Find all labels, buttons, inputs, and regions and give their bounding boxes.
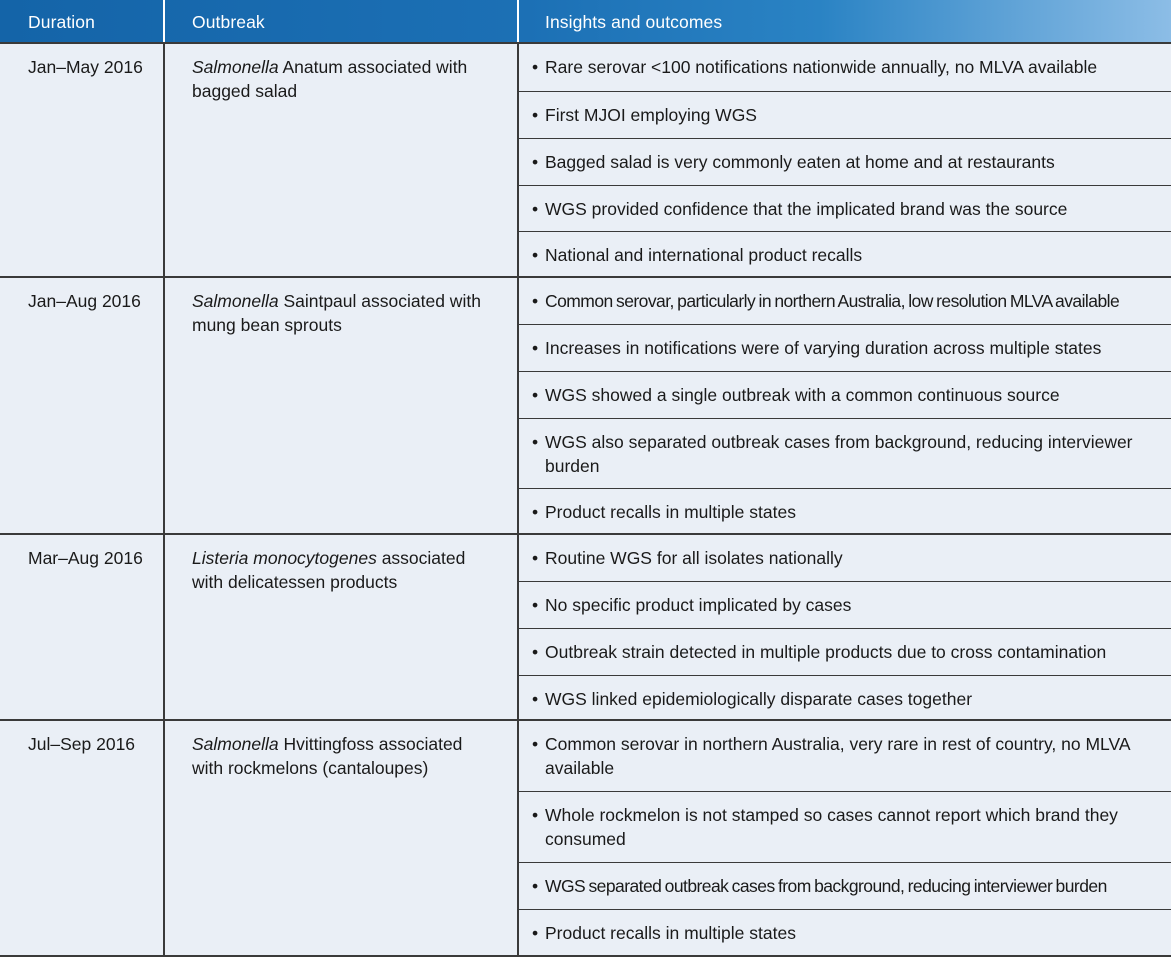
insight-text: WGS separated outbreak cases from background, reducing interviewer burden	[545, 876, 1107, 896]
header-divider	[163, 0, 165, 42]
insight-cell: • National and international product recalls	[519, 231, 1171, 276]
insight-cell: • WGS also separated outbreak cases from background, reducing interviewer burden	[519, 418, 1171, 488]
table-row	[0, 276, 1171, 533]
insight-cell: • Increases in notifications were of varying duration across multiple states	[519, 324, 1171, 371]
outbreak-description: Anatum associated with bagged salad	[192, 57, 468, 101]
header-outbreak: Outbreak	[192, 12, 265, 32]
insight-cell: • Product recalls in multiple states	[519, 488, 1171, 533]
header-insights: Insights and outcomes	[545, 12, 723, 32]
insight-cell: • Routine WGS for all isolates nationally	[532, 548, 843, 568]
duration-cell: Jul–Sep 2016	[28, 734, 136, 754]
insight-cell: • Outbreak strain detected in multiple products due to cross contamination	[519, 628, 1171, 675]
insight-cell: • WGS showed a single outbreak with a common continuous source	[519, 371, 1171, 418]
insight-text: Outbreak strain detected in multiple products due to cross contamination	[545, 642, 1107, 662]
outbreak-description: Saintpaul associated with mung bean sprouts	[192, 291, 481, 335]
outbreak-description: associated with delicatessen products	[192, 548, 466, 592]
header-divider	[517, 0, 519, 42]
insight-text: Bagged salad is very commonly eaten at home and at restaurants	[545, 152, 1055, 172]
insight-cell: • WGS linked epidemiologically disparate cases together	[519, 675, 1171, 719]
table-row	[0, 719, 1171, 956]
organism-name: Salmonella	[192, 291, 279, 311]
table-row	[0, 533, 1171, 719]
table-bottom-border	[0, 955, 1171, 957]
insight-cell: • Rare serovar <100 notifications nationwide annually, no MLVA available	[532, 57, 1098, 77]
insight-cell: • No specific product implicated by cases	[519, 581, 1171, 628]
insight-text: Product recalls in multiple states	[545, 502, 796, 522]
outbreak-cell	[192, 732, 492, 780]
insight-cell: • Whole rockmelon is not stamped so cases cannot report which brand they consumed	[519, 791, 1171, 862]
insight-text: Product recalls in multiple states	[545, 923, 796, 943]
insight-text: Increases in notifications were of varying duration across multiple states	[545, 338, 1102, 358]
insight-text: Common serovar, particularly in northern Australia, low resolution MLVA available	[545, 291, 1120, 311]
insight-text: No specific product implicated by cases	[545, 595, 852, 615]
organism-name: Salmonella	[192, 57, 279, 77]
header-duration: Duration	[28, 12, 95, 32]
outbreak-cell	[192, 55, 492, 103]
insight-text: Rare serovar <100 notifications nationwide annually, no MLVA available	[545, 57, 1098, 77]
insight-text: Routine WGS for all isolates nationally	[545, 548, 843, 568]
insight-cell: • WGS separated outbreak cases from background, reducing interviewer burden	[519, 862, 1171, 909]
insight-text: WGS showed a single outbreak with a common continuous source	[545, 385, 1060, 405]
insight-text: WGS also separated outbreak cases from background, reducing interviewer burden	[545, 432, 1133, 476]
insight-cell: • First MJOI employing WGS	[519, 91, 1171, 138]
table-header	[0, 0, 1171, 42]
duration-cell: Mar–Aug 2016	[28, 548, 143, 568]
insight-text: First MJOI employing WGS	[545, 105, 757, 125]
table-row	[0, 42, 1171, 276]
insight-cell: • WGS provided confidence that the implicated brand was the source	[519, 185, 1171, 231]
organism-name: Listeria monocytogenes	[192, 548, 377, 568]
insight-text: WGS linked epidemiologically disparate cases together	[545, 689, 973, 709]
outbreak-cell	[192, 289, 492, 337]
insight-text: National and international product recalls	[545, 245, 863, 265]
column-divider	[517, 42, 519, 956]
outbreak-description: Hvittingfoss associated with rockmelons (cantaloupes)	[192, 734, 463, 778]
insight-cell: • Common serovar in northern Australia, very rare in rest of country, no MLVA available	[532, 734, 1130, 778]
insight-text: Common serovar in northern Australia, very rare in rest of country, no MLVA available	[545, 734, 1130, 778]
duration-cell: Jan–May 2016	[28, 57, 143, 77]
insight-cell: • Common serovar, particularly in northern Australia, low resolution MLVA available	[532, 291, 1120, 311]
insight-text: WGS provided confidence that the implicated brand was the source	[545, 199, 1068, 219]
organism-name: Salmonella	[192, 734, 279, 754]
insight-cell: • Bagged salad is very commonly eaten at home and at restaurants	[519, 138, 1171, 185]
outbreak-cell	[192, 546, 492, 594]
insight-cell: • Product recalls in multiple states	[519, 909, 1171, 956]
duration-cell: Jan–Aug 2016	[28, 291, 141, 311]
column-divider	[163, 42, 165, 956]
insight-text: Whole rockmelon is not stamped so cases cannot report which brand they consumed	[545, 805, 1118, 849]
